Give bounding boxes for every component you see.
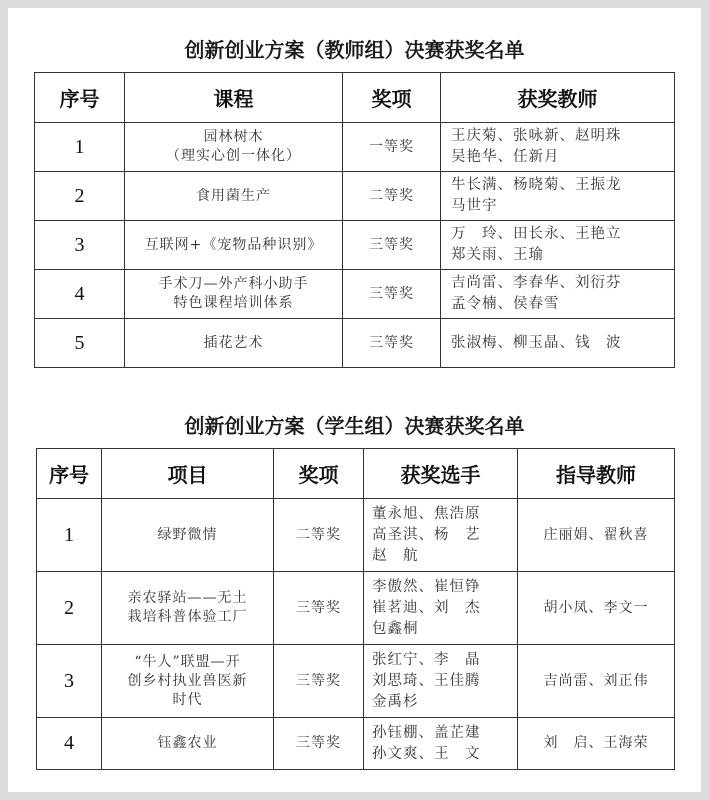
name-line: 崔茗迪、刘 杰 — [372, 599, 481, 616]
header-award: 奖项 — [274, 449, 364, 499]
teacher-table-title: 创新创业方案（教师组）决赛获奖名单 — [184, 38, 525, 62]
name-line: 董永旭、焦浩原 — [372, 505, 481, 522]
table-header-row — [37, 449, 675, 499]
course-cell — [125, 172, 343, 221]
row-number: 3 — [37, 645, 102, 718]
table-row — [35, 319, 675, 368]
course-line: 手术刀—外产科小助手 — [158, 276, 309, 292]
table-header-row — [35, 73, 675, 123]
students-cell — [364, 645, 518, 718]
course-line: 特色课程培训体系 — [173, 295, 294, 311]
header-teachers: 获奖教师 — [441, 73, 675, 123]
project-line: 亲农驿站——无土 — [127, 590, 248, 606]
row-number: 2 — [37, 572, 102, 645]
teachers-cell — [441, 123, 675, 172]
name-line: 万 玲、田长永、王艳立 — [451, 226, 622, 242]
header-students: 获奖选手 — [364, 449, 518, 499]
project-cell — [102, 718, 274, 770]
teachers-cell — [441, 319, 675, 368]
table-row — [35, 172, 675, 221]
name-line: 郑关雨、王瑜 — [451, 247, 544, 263]
table-row — [35, 270, 675, 319]
teachers-cell — [441, 172, 675, 221]
award-cell: 三等奖 — [343, 270, 441, 319]
name-line: 赵 航 — [372, 547, 419, 564]
course-line: 插花艺术 — [203, 334, 264, 351]
row-number: 4 — [37, 718, 102, 770]
table-row — [35, 221, 675, 270]
course-line: 食用菌生产 — [196, 187, 271, 204]
teacher-award-table — [34, 72, 675, 368]
name-line: 包鑫桐 — [372, 620, 419, 637]
course-line: （理实心创一体化） — [166, 148, 301, 164]
name-line: 高圣淇、杨 艺 — [372, 526, 481, 543]
project-cell — [102, 645, 274, 718]
name-line: 张红宁、李 晶 — [372, 651, 481, 668]
header-seq: 序号 — [35, 73, 125, 123]
students-cell — [364, 718, 518, 770]
row-number: 1 — [37, 499, 102, 572]
project-line: 创乡村执业兽医新 — [127, 672, 248, 689]
award-cell: 一等奖 — [343, 123, 441, 172]
header-project: 项目 — [102, 449, 274, 499]
advisors-cell: 庄丽娟、翟秋喜 — [518, 499, 675, 572]
project-cell — [102, 499, 274, 572]
table-row — [37, 645, 675, 718]
name-line: 牛长满、杨晓菊、王振龙 — [451, 177, 622, 193]
course-cell — [125, 270, 343, 319]
student-table-title: 创新创业方案（学生组）决赛获奖名单 — [184, 414, 525, 438]
name-line: 马世宇 — [451, 198, 498, 214]
document-page — [8, 8, 701, 792]
table-row — [37, 718, 675, 770]
header-advisors: 指导教师 — [518, 449, 675, 499]
award-cell: 三等奖 — [343, 221, 441, 270]
award-cell: 三等奖 — [274, 718, 364, 770]
name-line: 孙文爽、王 文 — [372, 745, 481, 762]
project-line: 栽培科普体验工厂 — [127, 609, 248, 625]
header-course: 课程 — [125, 73, 343, 123]
name-line: 孟令楠、侯春雪 — [451, 296, 560, 312]
row-number: 4 — [35, 270, 125, 319]
project-line: “牛人”联盟—开 — [134, 653, 241, 670]
student-award-table — [36, 448, 675, 770]
advisors-cell: 吉尚雷、刘正伟 — [518, 645, 675, 718]
table-row — [37, 572, 675, 645]
name-line: 刘思琦、王佳腾 — [372, 672, 481, 689]
table-row — [37, 499, 675, 572]
award-cell: 三等奖 — [343, 319, 441, 368]
course-cell — [125, 123, 343, 172]
project-line: 绿野微情 — [157, 526, 218, 543]
award-cell: 三等奖 — [274, 572, 364, 645]
award-cell: 三等奖 — [274, 645, 364, 718]
table-row — [35, 123, 675, 172]
advisors-cell: 刘 启、王海荣 — [518, 718, 675, 770]
course-line: 园林树木 — [203, 129, 264, 145]
name-line: 吴艳华、任新月 — [451, 149, 560, 165]
row-number: 3 — [35, 221, 125, 270]
name-line: 王庆菊、张咏新、赵明珠 — [451, 128, 622, 144]
project-line: 时代 — [172, 691, 203, 708]
name-line: 金禹杉 — [372, 693, 419, 710]
row-number: 2 — [35, 172, 125, 221]
name-line: 李傲然、崔恒铮 — [372, 578, 481, 595]
name-line: 张淑梅、柳玉晶、钱 波 — [451, 334, 622, 351]
name-line: 孙钰棚、盖芷建 — [372, 724, 481, 741]
students-cell — [364, 572, 518, 645]
award-cell: 二等奖 — [274, 499, 364, 572]
course-line: 互联网+《宠物品种识别》 — [144, 236, 323, 253]
project-cell — [102, 572, 274, 645]
row-number: 1 — [35, 123, 125, 172]
teachers-cell — [441, 221, 675, 270]
course-cell — [125, 221, 343, 270]
students-cell — [364, 499, 518, 572]
project-line: 钰鑫农业 — [157, 735, 218, 751]
header-seq: 序号 — [37, 449, 102, 499]
row-number: 5 — [35, 319, 125, 368]
award-cell: 二等奖 — [343, 172, 441, 221]
name-line: 吉尚雷、李春华、刘衍芬 — [451, 275, 622, 291]
teachers-cell — [441, 270, 675, 319]
course-cell — [125, 319, 343, 368]
header-award: 奖项 — [343, 73, 441, 123]
advisors-cell: 胡小凤、李文一 — [518, 572, 675, 645]
